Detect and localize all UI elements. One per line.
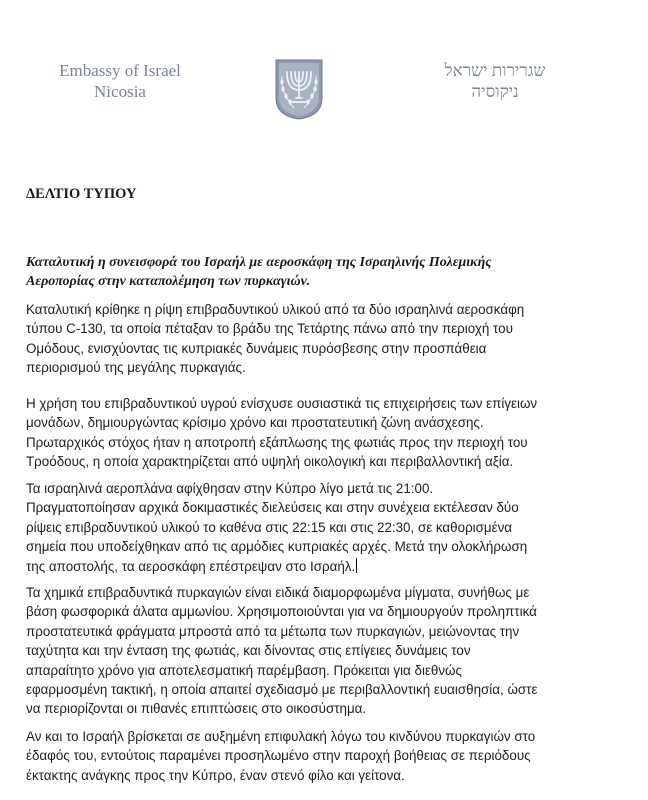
- paragraph-line: να περιορίζονται οι πιθανές επιπτώσεις στο οικοσύστημα.: [26, 701, 367, 717]
- letterhead-hebrew: [420, 60, 570, 102]
- paragraph-line: απαραίτητο χρόνο για αποτελεσματική παρέμβαση. Πρόκειται για διεθνώς: [26, 662, 462, 678]
- letterhead: [0, 0, 648, 130]
- paragraph-line: μονάδων, δημιουργώντας κρίσιμο χρόνο και προστατευτική ζώνη ανάσχεσης.: [26, 415, 484, 431]
- city-name-hebrew: ניקוסיה: [471, 82, 519, 101]
- paragraph-line: έκτακτης ανάγκης προς την Κύπρο, έναν στενό φίλο και γείτονα.: [26, 767, 405, 783]
- paragraph-3: [26, 479, 596, 576]
- paragraph-line: Ομόδους, ενισχύοντας τις κυπριακές δυνάμεις πυρόσβεσης στην προσπάθεια: [26, 340, 487, 356]
- paragraph-line: περιορισμού της μεγάλης πυρκαγιάς.: [26, 360, 246, 376]
- embassy-name-hebrew: שגרירות ישראל: [444, 61, 546, 80]
- paragraph-line: βάση φωσφορικά άλατα αμμωνίου. Χρησιμοποιούνται για να δημιουργούν προληπτικά: [26, 604, 537, 620]
- paragraph-line: της αποστολής, τα αεροσκάφη επέστρεψαν στο Ισραήλ.: [26, 558, 356, 574]
- menorah-emblem-icon: [274, 58, 324, 120]
- paragraph-4: [26, 583, 596, 719]
- text-cursor: [356, 558, 357, 573]
- paragraph-line: Τα ισραηλινά αεροπλάνα αφίχθησαν στην Κύπρο λίγο μετά τις 21:00.: [26, 481, 434, 496]
- paragraph-line: σημεία που υποδείχθηκαν από τις αρμόδιες κυπριακές αρχές. Μετά την ολοκλήρωση: [26, 539, 528, 555]
- paragraph-line: ταχύτητα και την ένταση της φωτιάς, και δίνοντας στις επίγειες δυνάμεις τον: [26, 643, 471, 659]
- paragraph-line: τύπου C-130, τα οποία πέταξαν το βράδυ της Τετάρτης πάνω από την περιοχή του: [26, 321, 513, 337]
- paragraph-line: Τροόδους, η οποία χαρακτηρίζεται από υψηλή οικολογική και περιβαλλοντική αξία.: [26, 454, 514, 470]
- press-release-title: ΔΕΛΤΙΟ ΤΥΠΟΥ: [26, 186, 137, 202]
- paragraph-line: Καταλυτική κρίθηκε η ρίψη επιβραδυντικού υλικού από τα δύο ισραηλινά αεροσκάφη: [26, 302, 525, 317]
- paragraph-line-with-cursor[interactable]: [26, 557, 596, 576]
- paragraph-line: εφαρμοσμένη τακτική, η οποία απαιτεί σχεδιασμό με περιβαλλοντική ευαισθησία, ώστε: [26, 682, 538, 698]
- paragraph-5: [26, 727, 596, 785]
- paragraph-line: Πραγματοποίησαν αρχικά δοκιμαστικές διελεύσεις και στην συνέχεια εκτέλεσαν δύο: [26, 500, 519, 516]
- embassy-name-english: Embassy of Israel: [59, 61, 181, 80]
- paragraph-line: Η χρήση του επιβραδυντικού υγρού ενίσχυσε ουσιαστικά τις επιχειρήσεις των επίγειων: [26, 396, 538, 411]
- paragraph-2: [26, 394, 596, 472]
- headline-line: Αεροπορίας στην καταπολέμηση των πυρκαγιών.: [26, 274, 311, 289]
- city-name-english: Nicosia: [94, 82, 146, 101]
- paragraph-line: Τα χημικά επιβραδυντικά πυρκαγιών είναι ειδικά διαμορφωμένα μίγματα, συνήθως με: [26, 585, 530, 600]
- letterhead-english: [40, 60, 200, 102]
- paragraph-line: προστατευτικά φράγματα μπροστά από τα μέτωπα των πυρκαγιών, μειώνοντας την: [26, 623, 520, 639]
- paragraph-line: έδαφός του, εντούτοις παραμένει προσηλωμένο στην παροχή βοήθειας σε περιόδους: [26, 748, 531, 764]
- paragraph-line: Πρωταρχικός στόχος ήταν η αποτροπή εξάπλωσης της φωτιάς προς την περιοχή του: [26, 434, 528, 450]
- paragraph-1: [26, 300, 596, 378]
- paragraph-line: Αν και το Ισραήλ βρίσκεται σε αυξημένη επιφυλακή λόγω του κινδύνου πυρκαγιών στο: [26, 729, 536, 744]
- paragraph-line: ρίψεις επιβραδυντικού υλικού το καθένα στις 22:15 και στις 22:30, σε καθορισμένα: [26, 519, 513, 535]
- headline-line: Καταλυτική η συνεισφορά του Ισραήλ με αεροσκάφη της Ισραηλινής Πολεμικής: [26, 255, 492, 270]
- headline: [26, 253, 586, 291]
